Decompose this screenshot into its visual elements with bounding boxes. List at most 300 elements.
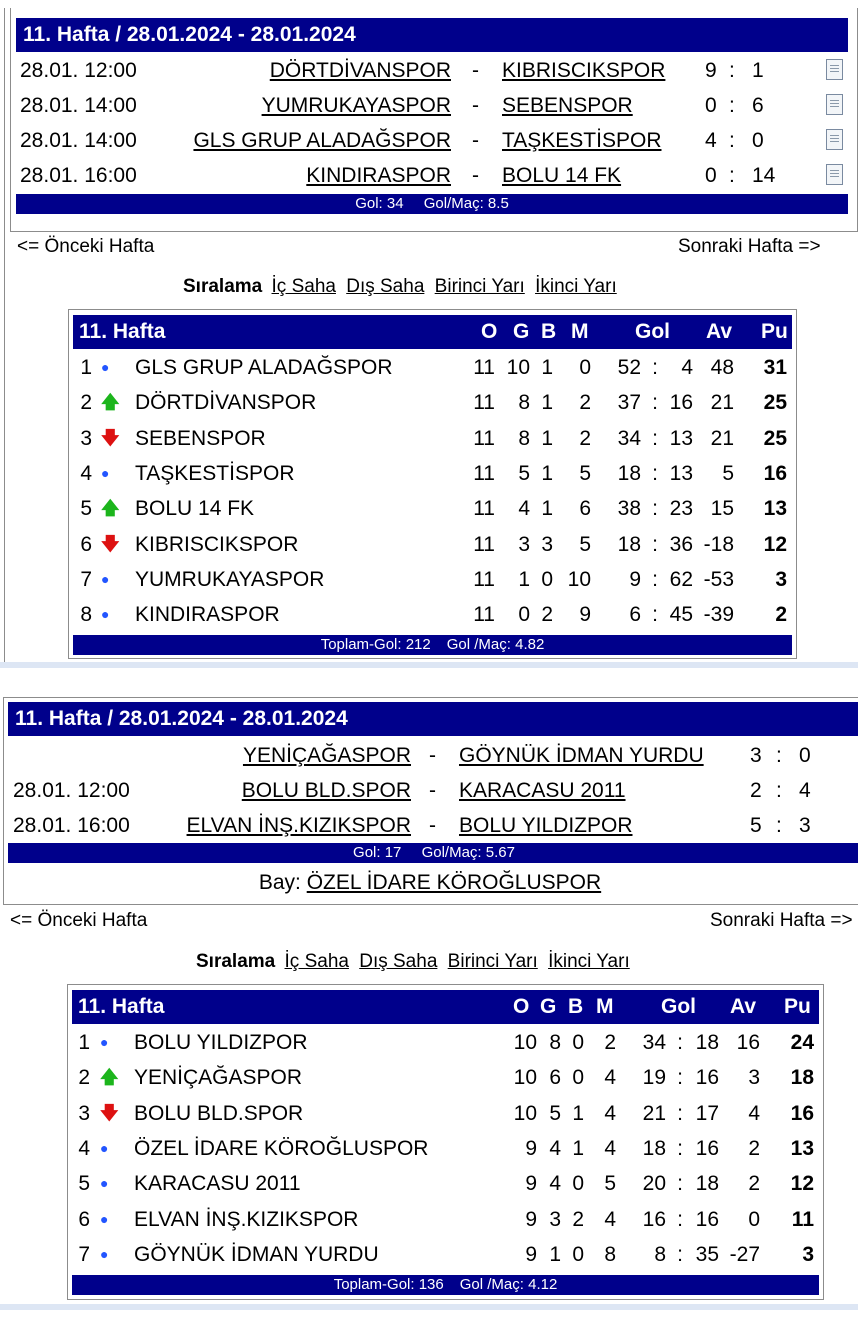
lost: 6: [579, 497, 591, 521]
standings-row: [73, 385, 792, 420]
col-title: 11. Hafta: [79, 320, 166, 343]
points: 13: [790, 1136, 814, 1160]
col-drawn: B: [568, 995, 584, 1018]
won: 4: [518, 497, 530, 521]
rank: 2: [80, 391, 92, 415]
tab-away[interactable]: Dış Saha: [346, 276, 425, 297]
goals-for: 34: [617, 426, 641, 450]
drawn: 0: [541, 567, 553, 591]
standings-header: [72, 990, 819, 1024]
goals-against: 17: [695, 1101, 719, 1125]
average: 21: [710, 426, 734, 450]
home-team-link[interactable]: YUMRUKAYASPOR: [261, 94, 451, 117]
standings-row: [72, 1166, 819, 1201]
goals-colon: :: [677, 1031, 683, 1054]
rank: 5: [80, 497, 92, 521]
standings-row: [72, 1025, 819, 1060]
average: 15: [710, 497, 734, 521]
points: 12: [763, 532, 787, 556]
standings-row: [73, 562, 792, 597]
fixtures-goals: Gol: 17: [353, 844, 402, 861]
goals-colon: :: [652, 391, 658, 415]
dot-icon: ●: [100, 1245, 109, 1262]
dot-icon: ●: [100, 1034, 109, 1050]
standings-row: [73, 527, 792, 562]
away-score: 0: [752, 129, 764, 152]
away-score: 4: [799, 779, 811, 802]
rank: 3: [80, 426, 92, 450]
fixtures-header-1: 11. Hafta / 28.01.2024 - 28.01.2024: [16, 18, 848, 52]
won: 3: [518, 532, 530, 556]
match-row: [11, 123, 857, 158]
tab-first-half[interactable]: Birinci Yarı: [434, 276, 525, 297]
standings-row: [72, 1237, 819, 1272]
arrow-down-icon: 🡇: [101, 427, 120, 448]
goals-against: 45: [669, 603, 693, 627]
fixtures-header-2: 11. Hafta / 28.01.2024 - 28.01.2024: [8, 702, 858, 736]
drawn: 2: [572, 1207, 584, 1231]
away-team-link[interactable]: BOLU YILDIZPOR: [459, 814, 633, 837]
won: 5: [518, 461, 530, 485]
team-name: ÖZEL İDARE KÖROĞLUSPOR: [134, 1136, 429, 1160]
average: -18: [703, 532, 734, 556]
played: 10: [513, 1066, 537, 1090]
goals-against: 13: [669, 426, 693, 450]
won: 1: [549, 1242, 561, 1266]
match-dash: -: [429, 779, 436, 802]
drawn: 1: [572, 1136, 584, 1160]
match-time: 28.01. 12:00: [20, 59, 137, 82]
drawn: 0: [572, 1066, 584, 1090]
away-team-link[interactable]: SEBENSPOR: [502, 94, 633, 117]
home-score: 5: [750, 814, 762, 837]
home-team-link[interactable]: DÖRTDİVANSPOR: [269, 59, 451, 82]
total-goals: Toplam-Gol: 212: [320, 636, 431, 654]
goals-colon: :: [652, 426, 658, 450]
rank: 7: [78, 1242, 90, 1266]
tab-second-half[interactable]: İkinci Yarı: [548, 951, 630, 972]
played: 10: [513, 1101, 537, 1125]
average: 0: [748, 1207, 760, 1231]
standings-row: [73, 491, 792, 526]
col-played: O: [481, 320, 498, 343]
col-goals: Gol: [661, 995, 696, 1018]
lost: 4: [604, 1136, 616, 1160]
goals-colon: :: [677, 1242, 683, 1266]
fixtures-footer-1: [16, 194, 848, 214]
points: 2: [775, 603, 787, 627]
goals-against: 62: [669, 567, 693, 591]
match-dash: -: [429, 814, 436, 837]
col-lost: M: [596, 995, 614, 1018]
home-score: 3: [750, 744, 762, 767]
team-name: TAŞKESTİSPOR: [135, 461, 295, 485]
match-row: [11, 88, 857, 123]
won: 8: [518, 391, 530, 415]
standings-box-2: [67, 984, 824, 1300]
won: 1: [518, 567, 530, 591]
goals-for: 6: [629, 603, 641, 627]
lost: 8: [604, 1242, 616, 1266]
document-icon[interactable]: [826, 129, 843, 150]
col-points: Pu: [761, 320, 788, 343]
team-name: SEBENSPOR: [135, 426, 266, 450]
points: 24: [790, 1031, 814, 1054]
points: 3: [775, 567, 787, 591]
standings-footer: [72, 1275, 819, 1295]
tab-home[interactable]: İç Saha: [284, 951, 349, 972]
lost: 5: [604, 1172, 616, 1196]
match-time: 28.01. 14:00: [20, 129, 137, 152]
goals-for: 20: [642, 1172, 666, 1196]
average: -27: [729, 1242, 760, 1266]
won: 0: [518, 603, 530, 627]
played: 11: [473, 567, 495, 591]
points: 18: [790, 1066, 814, 1090]
goals-for: 16: [642, 1207, 666, 1231]
goals-for: 34: [642, 1031, 666, 1054]
tab-home[interactable]: İç Saha: [271, 276, 336, 297]
goals-against: 18: [695, 1172, 719, 1196]
goals-colon: :: [677, 1066, 683, 1090]
dot-icon: ●: [100, 1210, 109, 1227]
tab-first-half[interactable]: Birinci Yarı: [447, 951, 538, 972]
goals-for: 52: [617, 356, 641, 379]
total-goals: Toplam-Gol: 136: [333, 1276, 444, 1294]
drawn: 3: [541, 532, 553, 556]
col-points: Pu: [784, 995, 811, 1018]
away-score: 6: [752, 94, 764, 117]
average: -53: [703, 567, 734, 591]
won: 4: [549, 1172, 561, 1196]
average: 21: [710, 391, 734, 415]
goals-against: 16: [669, 391, 693, 415]
goals-colon: :: [652, 461, 658, 485]
next-week-link-2[interactable]: Sonraki Hafta =>: [710, 910, 853, 931]
goals-colon: :: [652, 603, 658, 627]
arrow-down-icon: 🡇: [101, 533, 120, 554]
drawn: 2: [541, 603, 553, 627]
average: 16: [736, 1031, 760, 1054]
rank: 3: [78, 1101, 90, 1125]
away-score: 3: [799, 814, 811, 837]
match-row: [11, 53, 857, 88]
section-divider: [0, 1304, 858, 1310]
points: 31: [763, 356, 787, 379]
lost: 2: [604, 1031, 616, 1054]
standings-row: [73, 456, 792, 491]
arrow-up-icon: 🡅: [101, 392, 120, 413]
average: 2: [748, 1172, 760, 1196]
col-drawn: B: [541, 320, 557, 343]
standings-label: Sıralama: [183, 276, 263, 297]
team-name: YENİÇAĞASPOR: [134, 1066, 303, 1090]
points: 16: [763, 461, 787, 485]
goals-against: 35: [695, 1242, 719, 1266]
drawn: 1: [572, 1101, 584, 1125]
match-row: [4, 773, 858, 808]
team-name: BOLU YILDIZPOR: [134, 1031, 308, 1054]
match-dash: -: [472, 59, 479, 82]
away-team-link[interactable]: TAŞKESTİSPOR: [502, 129, 662, 152]
played: 9: [525, 1207, 537, 1231]
rank: 1: [78, 1031, 90, 1054]
col-average: Av: [730, 995, 757, 1018]
prev-week-link-2[interactable]: <= Önceki Hafta: [10, 910, 148, 931]
tab-second-half[interactable]: İkinci Yarı: [535, 276, 617, 297]
drawn: 0: [572, 1031, 584, 1054]
rank: 6: [78, 1207, 90, 1231]
average: 3: [748, 1066, 760, 1090]
score-colon: :: [776, 779, 782, 802]
standings-label: Sıralama: [196, 951, 276, 972]
col-lost: M: [571, 320, 589, 343]
score-colon: :: [729, 164, 735, 187]
rank: 1: [80, 356, 92, 379]
dot-icon: ●: [100, 1175, 109, 1192]
score-colon: :: [776, 814, 782, 837]
goals-against: 16: [695, 1066, 719, 1090]
standings-row: [73, 597, 792, 632]
goals-for: 38: [617, 497, 641, 521]
average: 48: [710, 356, 734, 379]
goals-against: 36: [669, 532, 693, 556]
average: 4: [748, 1101, 760, 1125]
standings-row: [73, 350, 792, 385]
lost: 4: [604, 1207, 616, 1231]
played: 11: [473, 532, 495, 556]
bye-team-link[interactable]: ÖZEL İDARE KÖROĞLUSPOR: [306, 871, 602, 894]
won: 8: [518, 426, 530, 450]
points: 3: [802, 1242, 814, 1266]
fixtures-goals-per-match: Gol/Maç: 8.5: [423, 195, 509, 212]
home-team-link[interactable]: ELVAN İNŞ.KIZIKSPOR: [186, 814, 411, 837]
fixtures-goals-per-match: Gol/Maç: 5.67: [421, 844, 515, 861]
points: 13: [763, 497, 787, 521]
fixtures-goals: Gol: 34: [355, 195, 404, 212]
bye-row: [4, 866, 856, 900]
section-divider: [0, 662, 858, 668]
lost: 4: [604, 1066, 616, 1090]
goals-colon: :: [652, 356, 658, 379]
home-score: 0: [705, 94, 717, 117]
rank: 2: [78, 1066, 90, 1090]
goals-for: 18: [617, 532, 641, 556]
drawn: 0: [572, 1242, 584, 1266]
goals-colon: :: [652, 532, 658, 556]
home-team-link[interactable]: GLS GRUP ALADAĞSPOR: [193, 129, 451, 152]
goals-against: 16: [695, 1207, 719, 1231]
team-name: GLS GRUP ALADAĞSPOR: [135, 356, 393, 379]
rank: 7: [80, 567, 92, 591]
drawn: 0: [572, 1172, 584, 1196]
goals-against: 13: [669, 461, 693, 485]
goals-against: 23: [669, 497, 693, 521]
home-score: 4: [705, 129, 717, 152]
played: 11: [473, 391, 495, 415]
standings-row: [72, 1131, 819, 1166]
lost: 5: [579, 461, 591, 485]
goals-against: 18: [695, 1031, 719, 1054]
played: 11: [473, 603, 495, 627]
standings-row: [72, 1060, 819, 1095]
played: 9: [525, 1136, 537, 1160]
goals-for: 8: [654, 1242, 666, 1266]
standings-box-1: [68, 309, 797, 659]
lost: 9: [579, 603, 591, 627]
match-time: 28.01. 14:00: [20, 94, 137, 117]
away-score: 0: [799, 744, 811, 767]
goals-colon: :: [677, 1172, 683, 1196]
team-name: GÖYNÜK İDMAN YURDU: [134, 1242, 379, 1266]
won: 10: [506, 356, 530, 379]
drawn: 1: [541, 426, 553, 450]
won: 3: [549, 1207, 561, 1231]
fixtures-box-2: [3, 697, 858, 905]
home-team-link[interactable]: BOLU BLD.SPOR: [241, 779, 411, 802]
points: 16: [790, 1101, 814, 1125]
standings-row: [73, 421, 792, 456]
rank: 4: [78, 1136, 90, 1160]
tab-away[interactable]: Dış Saha: [359, 951, 438, 972]
lost: 2: [579, 426, 591, 450]
home-score: 0: [705, 164, 717, 187]
played: 11: [473, 356, 495, 379]
played: 11: [473, 461, 495, 485]
lost: 0: [579, 356, 591, 379]
col-played: O: [513, 995, 530, 1018]
next-week-link-1[interactable]: Sonraki Hafta =>: [678, 236, 821, 257]
rank: 6: [80, 532, 92, 556]
goals-against: 4: [681, 356, 693, 379]
bye-label: Bay:: [258, 871, 301, 894]
rank: 4: [80, 461, 92, 485]
team-name: YUMRUKAYASPOR: [135, 567, 325, 591]
away-team-link[interactable]: KIBRISCIKSPOR: [502, 59, 666, 82]
played: 9: [525, 1172, 537, 1196]
away-team-link[interactable]: GÖYNÜK İDMAN YURDU: [459, 744, 704, 767]
document-icon[interactable]: [826, 164, 843, 185]
goals-for: 21: [642, 1101, 666, 1125]
won: 4: [549, 1136, 561, 1160]
goals-for: 18: [642, 1136, 666, 1160]
won: 8: [549, 1031, 561, 1054]
goals-for: 18: [617, 461, 641, 485]
played: 11: [473, 497, 495, 521]
col-won: G: [540, 995, 557, 1018]
average: 5: [722, 461, 734, 485]
points: 25: [763, 391, 787, 415]
col-average: Av: [706, 320, 733, 343]
standings-subnav-1: [183, 276, 622, 298]
away-team-link[interactable]: BOLU 14 FK: [502, 164, 622, 187]
drawn: 1: [541, 497, 553, 521]
away-score: 14: [752, 164, 776, 187]
home-team-link[interactable]: KINDIRASPOR: [306, 164, 451, 187]
lost: 10: [567, 567, 591, 591]
match-time: 28.01. 12:00: [13, 779, 130, 802]
drawn: 1: [541, 391, 553, 415]
col-won: G: [513, 320, 530, 343]
document-icon[interactable]: [826, 94, 843, 115]
score-colon: :: [729, 94, 735, 117]
match-dash: -: [472, 94, 479, 117]
match-dash: -: [472, 129, 479, 152]
home-score: 9: [705, 59, 717, 82]
goals-colon: :: [652, 497, 658, 521]
fixtures-box-1: [10, 8, 858, 232]
standings-subnav-2: [196, 951, 635, 973]
score-colon: :: [729, 59, 735, 82]
team-name: BOLU BLD.SPOR: [134, 1101, 304, 1125]
dot-icon: ●: [101, 606, 110, 623]
played: 10: [513, 1031, 537, 1054]
match-dash: -: [429, 744, 436, 767]
dot-icon: ●: [101, 570, 110, 587]
team-name: KARACASU 2011: [134, 1172, 301, 1196]
match-row: [4, 738, 858, 773]
match-dash: -: [472, 164, 479, 187]
match-row: [11, 158, 857, 193]
points: 11: [791, 1207, 814, 1231]
lost: 4: [604, 1101, 616, 1125]
goals-for: 19: [642, 1066, 666, 1090]
goals-for: 37: [617, 391, 641, 415]
dot-icon: ●: [101, 359, 110, 375]
standings-footer: [73, 635, 792, 655]
played: 9: [525, 1242, 537, 1266]
lost: 5: [579, 532, 591, 556]
points: 25: [763, 426, 787, 450]
goals-colon: :: [677, 1207, 683, 1231]
goals-colon: :: [652, 567, 658, 591]
prev-week-link-1[interactable]: <= Önceki Hafta: [17, 236, 155, 257]
score-colon: :: [729, 129, 735, 152]
arrow-up-icon: 🡅: [100, 1067, 119, 1088]
arrow-up-icon: 🡅: [101, 498, 120, 519]
away-score: 1: [752, 59, 764, 82]
won: 6: [549, 1066, 561, 1090]
standings-header: [73, 315, 792, 349]
average: 2: [748, 1136, 760, 1160]
goals-colon: :: [677, 1136, 683, 1160]
drawn: 1: [541, 356, 553, 379]
goals-per-match: Gol /Maç: 4.12: [459, 1276, 558, 1294]
standings-row: [72, 1096, 819, 1131]
away-team-link[interactable]: KARACASU 2011: [459, 779, 626, 802]
match-row: [4, 808, 858, 843]
col-goals: Gol: [635, 320, 670, 343]
standings-row: [72, 1202, 819, 1237]
team-name: KIBRISCIKSPOR: [135, 532, 299, 556]
dot-icon: ●: [101, 464, 110, 481]
goals-for: 9: [629, 567, 641, 591]
rank: 8: [80, 603, 92, 627]
team-name: ELVAN İNŞ.KIZIKSPOR: [134, 1207, 359, 1231]
match-time: 28.01. 16:00: [20, 164, 137, 187]
won: 5: [549, 1101, 561, 1125]
home-team-link[interactable]: YENİÇAĞASPOR: [242, 744, 411, 767]
document-icon[interactable]: [826, 59, 843, 80]
drawn: 1: [541, 461, 553, 485]
goals-colon: :: [677, 1101, 683, 1125]
fixtures-footer-2: [8, 843, 858, 863]
lost: 2: [579, 391, 591, 415]
dot-icon: ●: [100, 1139, 109, 1156]
points: 12: [790, 1172, 814, 1196]
arrow-down-icon: 🡇: [100, 1102, 119, 1123]
col-title: 11. Hafta: [78, 995, 165, 1018]
